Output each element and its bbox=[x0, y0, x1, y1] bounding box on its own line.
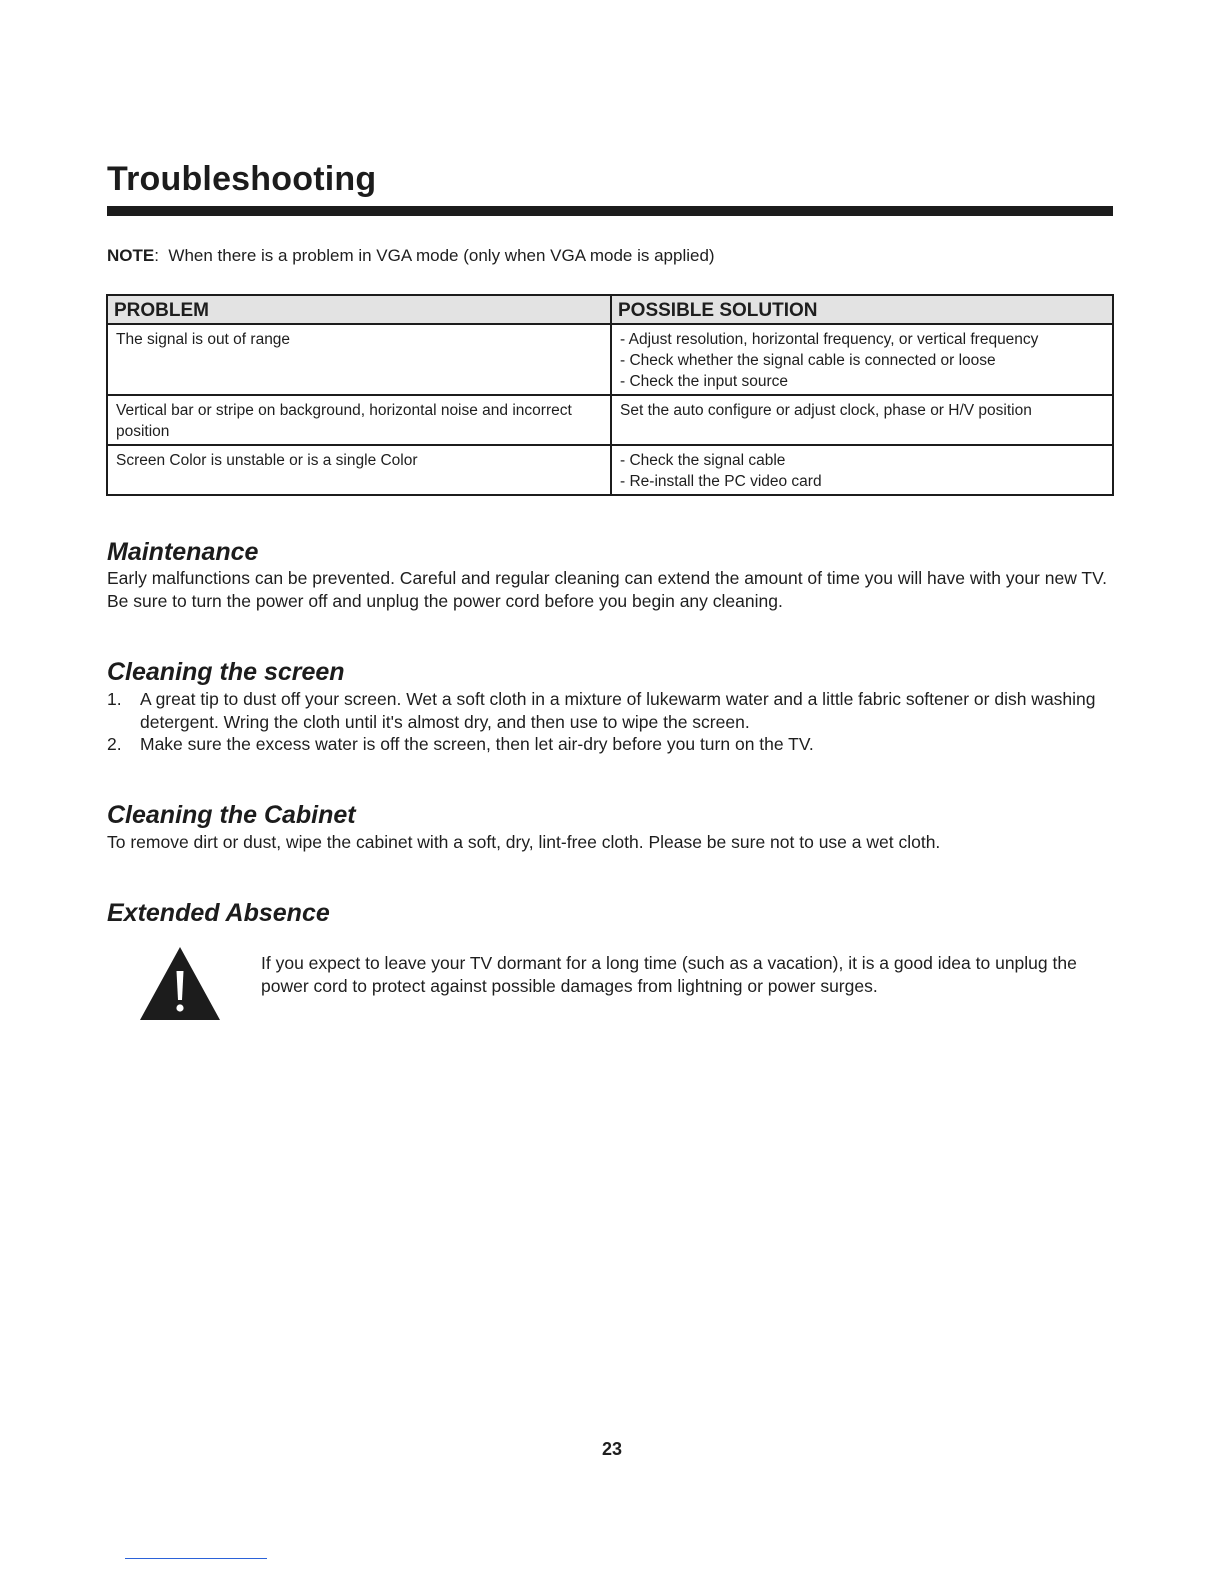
header-solution: POSSIBLE SOLUTION bbox=[611, 295, 1113, 324]
list-item bbox=[107, 688, 1097, 733]
step-number: 2. bbox=[107, 734, 122, 754]
step-text: A great tip to dust off your screen. Wet a soft cloth in a mixture of lukewarm water and a little fabric softener or dish washing detergent. Wring the cloth until it's almost dry, and then use to wipe the screen. bbox=[140, 689, 1096, 732]
solution-line: - Check the input source bbox=[620, 373, 789, 390]
solution-line: - Re-install the PC video card bbox=[620, 473, 822, 490]
cleaning-screen-steps bbox=[107, 688, 1097, 756]
step-text: Make sure the excess water is off the screen, then let air-dry before you turn on the TV. bbox=[140, 734, 814, 754]
list-item bbox=[107, 733, 1097, 756]
solution-line: Set the auto configure or adjust clock, phase or H/V position bbox=[620, 402, 1032, 419]
page-number: 23 bbox=[601, 1439, 623, 1459]
table-row bbox=[107, 395, 1113, 445]
solution-line: - Check whether the signal cable is connected or loose bbox=[620, 352, 996, 369]
table-header-row bbox=[107, 295, 1113, 324]
note-label: NOTE bbox=[107, 246, 155, 265]
solution-cell bbox=[611, 445, 1113, 495]
cleaning-screen-heading: Cleaning the screen bbox=[107, 658, 345, 686]
header-problem: PROBLEM bbox=[107, 295, 611, 324]
note-separator: : bbox=[154, 246, 159, 265]
note bbox=[107, 246, 715, 266]
extended-absence-text: If you expect to leave your TV dormant for a long time (such as a vacation), it is a good idea to unplug the power cord to protect against possible damages from lightning or power surges. bbox=[261, 953, 1077, 996]
extended-absence-heading: Extended Absence bbox=[107, 899, 330, 927]
maintenance-text: Early malfunctions can be prevented. Careful and regular cleaning can extend the amount of time you will have with your new TV. Be sure to turn the power off and unplug the power cord before you begin any cleaning. bbox=[107, 568, 1108, 611]
note-text: When there is a problem in VGA mode (only when VGA mode is applied) bbox=[168, 246, 715, 265]
problem-cell: Screen Color is unstable or is a single Color bbox=[107, 445, 611, 495]
step-number: 1. bbox=[107, 689, 122, 709]
troubleshooting-table bbox=[106, 294, 1114, 496]
table-row bbox=[107, 445, 1113, 495]
maintenance-heading: Maintenance bbox=[107, 538, 259, 566]
title-rule bbox=[107, 206, 1113, 216]
cleaning-cabinet-heading: Cleaning the Cabinet bbox=[107, 801, 356, 829]
problem-cell: Vertical bar or stripe on background, horizontal noise and incorrect position bbox=[107, 395, 611, 445]
cleaning-cabinet-text: To remove dirt or dust, wipe the cabinet with a soft, dry, lint-free cloth. Please be sure not to use a wet cloth. bbox=[107, 832, 941, 852]
solution-line: - Check the signal cable bbox=[620, 452, 786, 469]
page-title: Troubleshooting bbox=[107, 160, 377, 198]
table-row bbox=[107, 324, 1113, 395]
footer-line bbox=[125, 1558, 267, 1559]
solution-line: - Adjust resolution, horizontal frequency, or vertical frequency bbox=[620, 331, 1039, 348]
problem-cell: The signal is out of range bbox=[107, 324, 611, 395]
solution-cell bbox=[611, 324, 1113, 395]
warning-triangle-icon bbox=[138, 944, 222, 1022]
solution-cell bbox=[611, 395, 1113, 445]
